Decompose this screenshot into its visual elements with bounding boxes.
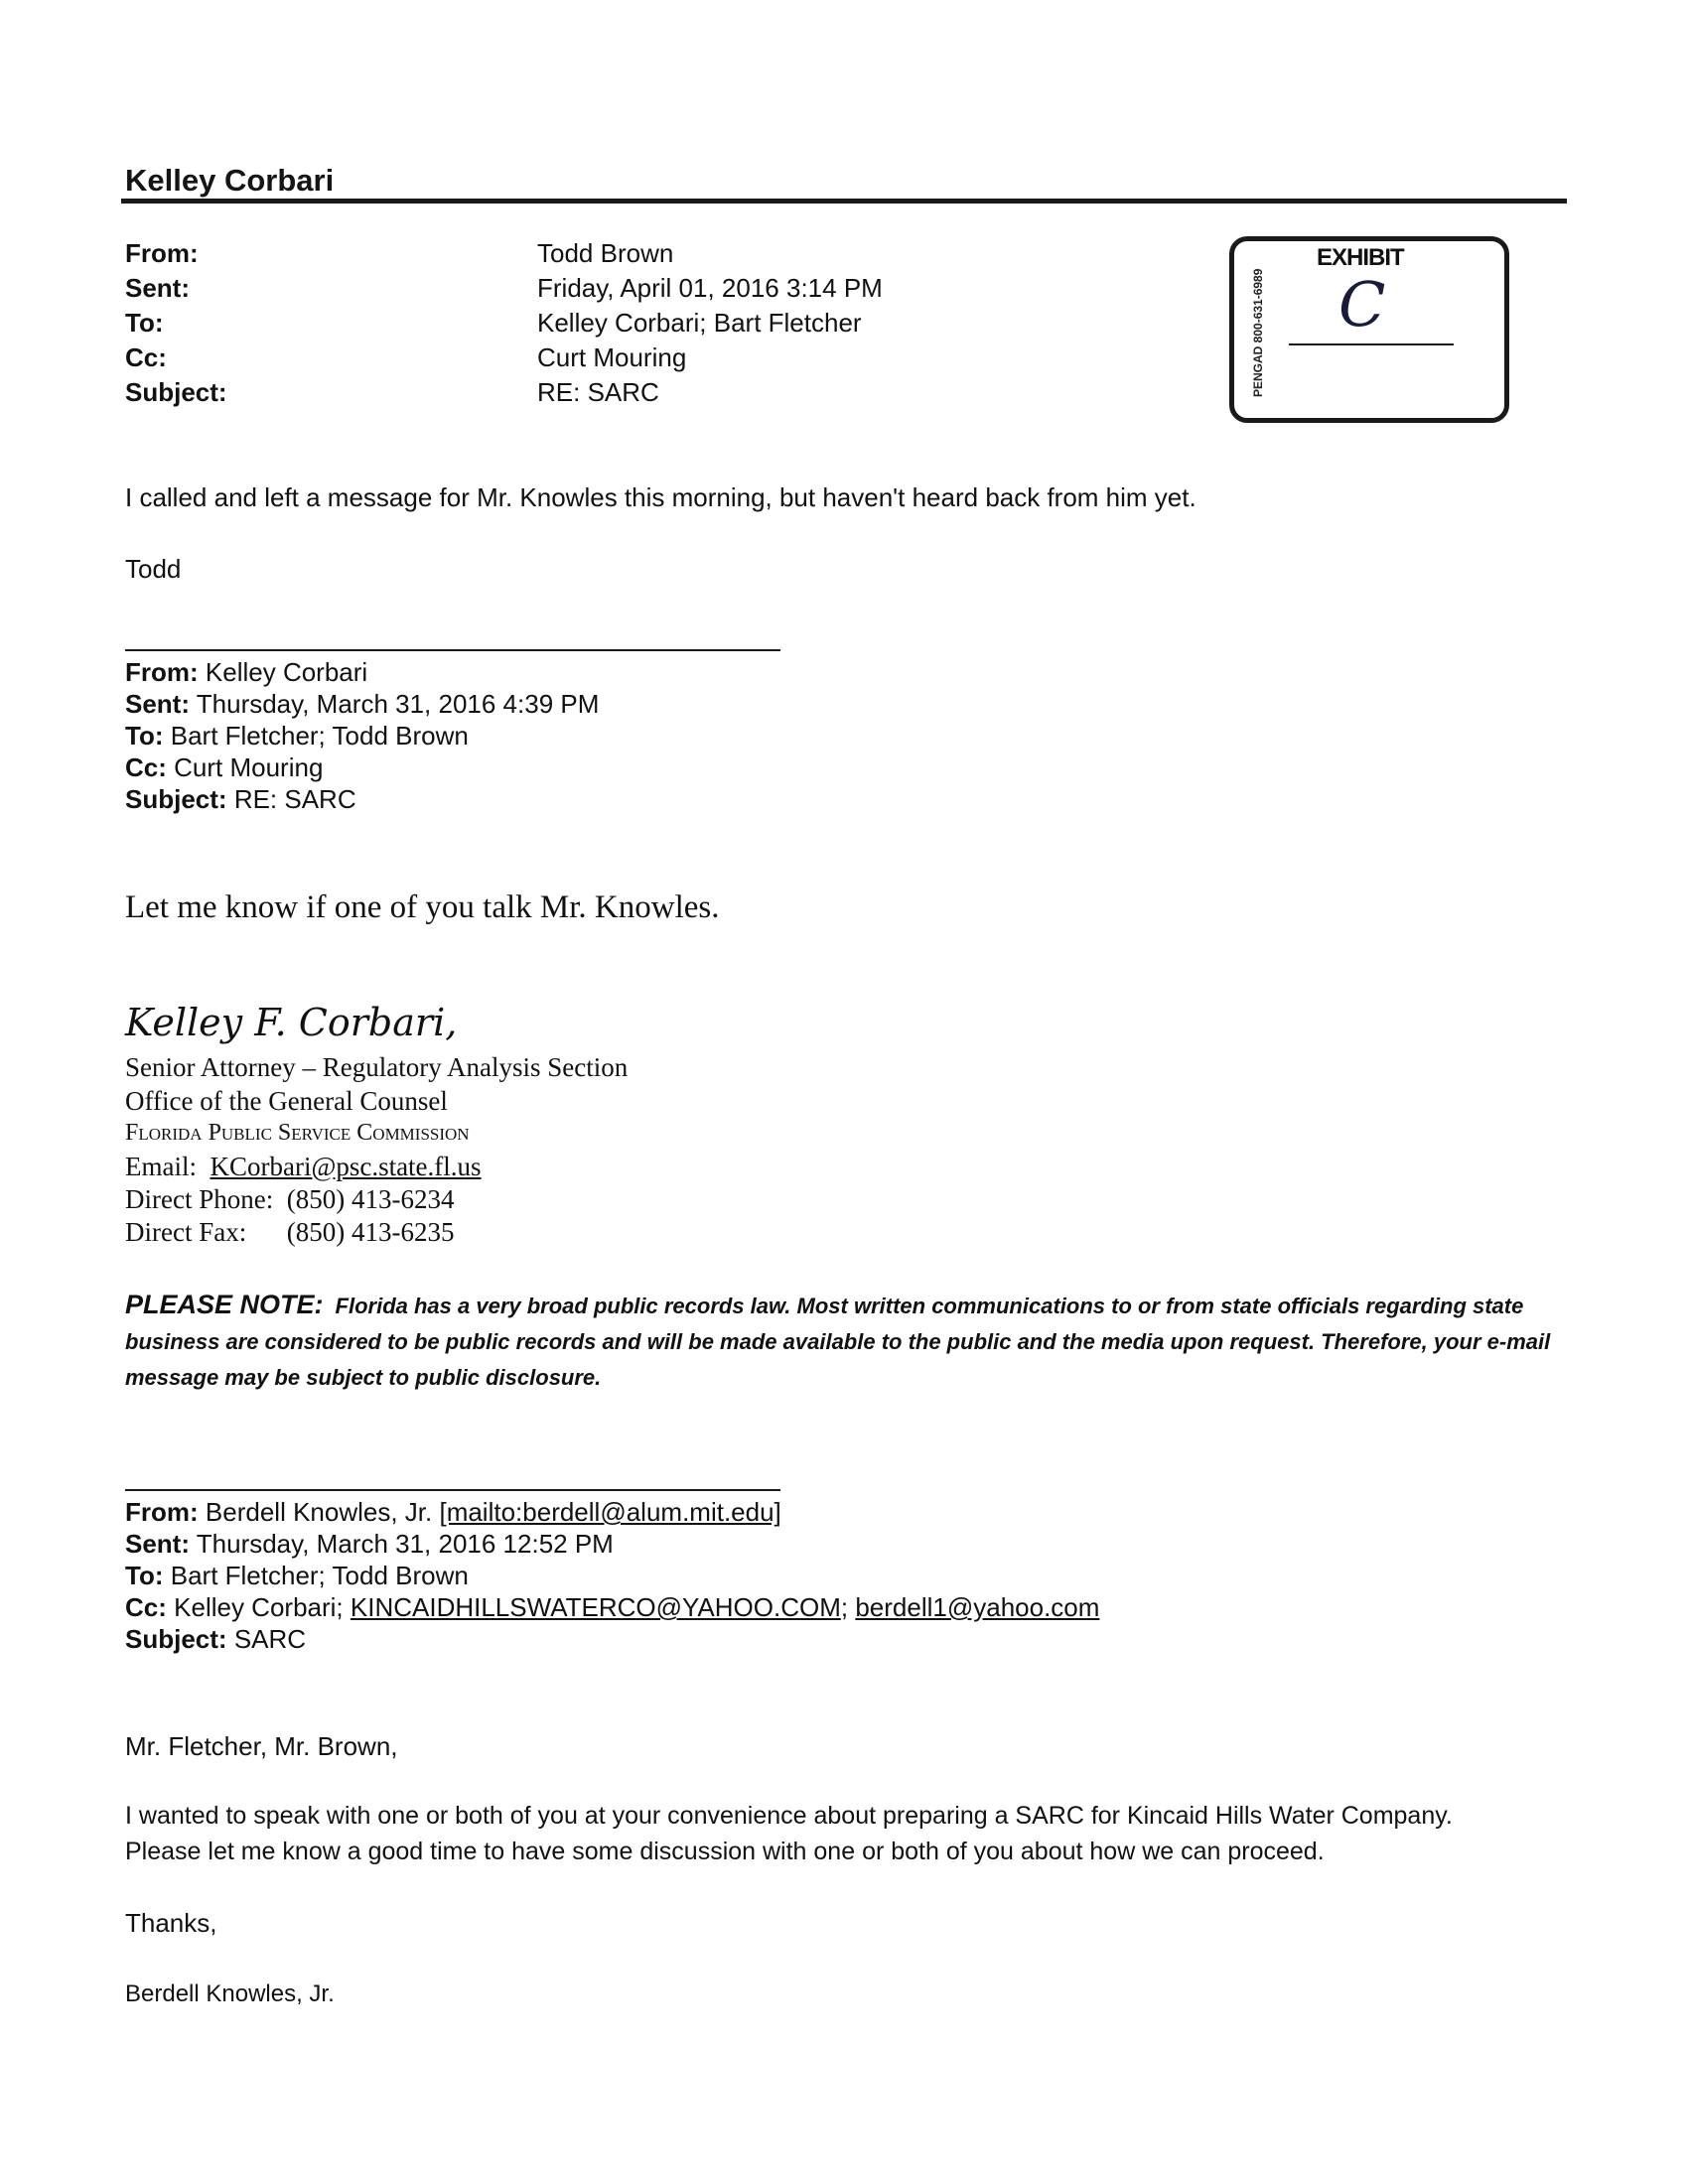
subject-label: Subject: (125, 377, 227, 407)
email2-subject: RE: SARC (233, 784, 356, 814)
email3-para2: Please let me know a good time to have some discussion with one or both of you about how we can proceed. (125, 1838, 1325, 1865)
email3-sent: Thursday, March 31, 2016 12:52 PM (196, 1529, 614, 1559)
signature-email-row (125, 1152, 482, 1182)
email1-subject: RE: SARC (537, 377, 659, 407)
email3-subject: SARC (233, 1624, 307, 1654)
header-divider (121, 199, 1567, 204)
signature-phone-row (125, 1184, 454, 1215)
from-label: From: (125, 238, 199, 268)
email3-cc-link2[interactable]: berdell1@yahoo.com (855, 1592, 1100, 1622)
email3-greeting: Mr. Fletcher, Mr. Brown, (125, 1731, 398, 1761)
email2-to: Bart Fletcher; Todd Brown (170, 721, 469, 751)
email3-subject-row (125, 1624, 306, 1655)
to-label: To: (125, 308, 164, 338)
email2-sent: Thursday, March 31, 2016 4:39 PM (196, 689, 600, 719)
email3-cc-row (125, 1592, 1099, 1623)
notice-head: PLEASE NOTE: (125, 1290, 324, 1319)
cc-label: Cc: (125, 752, 167, 782)
email2-body: Let me know if one of you talk Mr. Knowles. (125, 889, 720, 925)
exhibit-sticker-side (1249, 248, 1271, 397)
email3-cc-plain: Kelley Corbari; (174, 1592, 344, 1622)
email2-cc-row (125, 752, 323, 783)
email3-para1: I wanted to speak with one or both of you at your convenience about preparing a SARC for Kincaid Hills Water Company. (125, 1802, 1453, 1830)
phone-label: Direct Phone: (125, 1184, 274, 1214)
signature-email-link[interactable]: KCorbari@psc.state.fl.us (210, 1152, 482, 1181)
sent-label: Sent: (125, 689, 190, 719)
email3-divider (125, 1489, 780, 1491)
fax-label: Direct Fax: (125, 1217, 247, 1247)
signature-name: Kelley F. Corbari, (125, 1001, 458, 1044)
email2-sent-row (125, 689, 599, 720)
email3-from: Berdell Knowles, Jr. (205, 1497, 433, 1527)
to-label: To: (125, 1561, 164, 1590)
exhibit-side-text: PENGAD 800-631-6989 (1251, 268, 1265, 397)
email1-from: Todd Brown (537, 238, 674, 268)
signature-fax: (850) 413-6235 (286, 1217, 455, 1247)
email3-from-row (125, 1497, 781, 1528)
sent-label: Sent: (125, 1529, 190, 1559)
email3-sign: Berdell Knowles, Jr. (125, 1980, 335, 2007)
cc-label: Cc: (125, 342, 167, 372)
email2-to-row (125, 721, 469, 751)
email3-cc-link1[interactable]: KINCAIDHILLSWATERCO@YAHOO.COM (350, 1592, 841, 1622)
signature-fax-row (125, 1217, 454, 1248)
notice-text: Florida has a very broad public records law. Most written communications to or from state officials regarding state business are considered to be public records and will be made available to the public and the media upon request. Therefore, your e-mail message may be subject to public disclosure. (125, 1294, 1551, 1390)
email2-from: Kelley Corbari (205, 657, 368, 687)
email1-body: I called and left a message for Mr. Knowles this morning, but haven't heard back from him yet. (125, 482, 1196, 512)
email2-divider (125, 649, 780, 651)
email2-from-row (125, 657, 367, 688)
email2-cc: Curt Mouring (174, 752, 324, 782)
email3-sent-row (125, 1529, 614, 1560)
signature-office: Office of the General Counsel (125, 1086, 448, 1116)
to-label: To: (125, 721, 164, 751)
email2-subject-row (125, 784, 356, 815)
signature-phone: (850) 413-6234 (286, 1184, 455, 1214)
email-label: Email: (125, 1152, 197, 1181)
subject-label: Subject: (125, 784, 227, 814)
email3-cc-sep: ; (840, 1592, 849, 1622)
signature-title: Senior Attorney – Regulatory Analysis Section (125, 1052, 629, 1082)
email1-sent: Friday, April 01, 2016 3:14 PM (537, 273, 883, 303)
email3-from-link[interactable]: [mailto:berdell@alum.mit.edu] (439, 1497, 781, 1527)
from-label: From: (125, 1497, 199, 1527)
email1-cc: Curt Mouring (537, 342, 687, 372)
print-header-name: Kelley Corbari (125, 163, 335, 198)
sent-label: Sent: (125, 273, 190, 303)
exhibit-title: EXHIBIT (1317, 244, 1404, 271)
email1-sign: Todd (125, 554, 182, 584)
email3-to-row (125, 1561, 469, 1591)
exhibit-letter: C (1338, 268, 1386, 341)
public-records-notice (125, 1287, 1575, 1396)
signature-agency: Florida Public Service Commission (125, 1120, 470, 1146)
exhibit-line (1289, 343, 1454, 345)
email1-to: Kelley Corbari; Bart Fletcher (537, 308, 862, 338)
cc-label: Cc: (125, 1592, 167, 1622)
subject-label: Subject: (125, 1624, 227, 1654)
email3-closing: Thanks, (125, 1908, 217, 1938)
from-label: From: (125, 657, 199, 687)
email3-to: Bart Fletcher; Todd Brown (170, 1561, 469, 1590)
